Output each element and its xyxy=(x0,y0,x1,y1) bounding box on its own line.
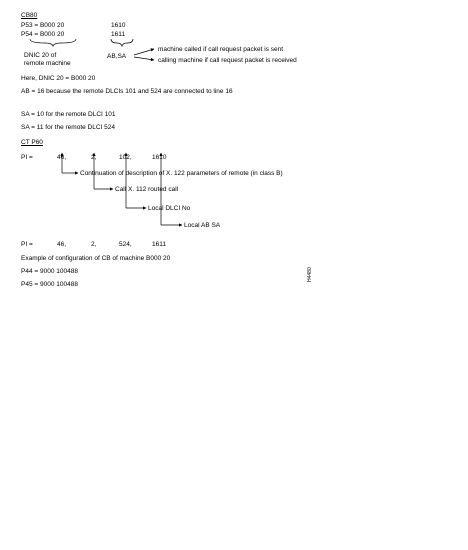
sa10-line: SA = 10 for the remote DLCI 101 xyxy=(21,111,116,118)
pi-value-2: 2, xyxy=(91,154,97,161)
here-line: Here, DNIC 20 = B000 20 xyxy=(21,75,96,82)
dnic-line-1: DNIC 20 of xyxy=(24,52,57,59)
pi2-value-1: 46, xyxy=(57,241,67,248)
p54-value: 1611 xyxy=(111,31,125,38)
cb-heading: CB80 xyxy=(21,12,38,19)
ab-sa-brace xyxy=(111,39,133,46)
pi-value-4: 1610 xyxy=(152,154,167,161)
desc-local-ab-sa: Local AB SA xyxy=(184,222,221,229)
annotation-calling: calling machine if call request packet is received xyxy=(158,57,297,64)
sa11-line: SA = 11 for the remote DLCI 524 xyxy=(21,124,116,131)
pi2-value-3: 524, xyxy=(119,241,132,248)
dnic-brace xyxy=(30,39,76,46)
ct-heading: CT P60 xyxy=(21,139,43,146)
desc-continuation: Continuation of description of X. 122 parameters of remote (in class B) xyxy=(80,170,283,177)
example-line: Example of configuration of CB of machine B000 20 xyxy=(21,255,171,262)
ab-sa-label: AB,SA xyxy=(107,53,127,60)
figure-id: H4480 xyxy=(307,267,313,282)
ab-explanation: AB = 16 because the remote DLCIs 101 and 524 are connected to line 16 xyxy=(21,88,233,95)
pi2-value-4: 1611 xyxy=(152,241,166,248)
p45-line: P45 = 9000 100488 xyxy=(21,281,78,288)
arrow-calling xyxy=(134,57,154,60)
annotation-called: machine called if call request packet is sent xyxy=(158,46,284,53)
p44-line: P44 = 9000 100488 xyxy=(21,268,78,275)
pi-value-1: 46, xyxy=(57,154,67,161)
desc-call-routed: Call X. 112 routed call xyxy=(115,186,179,193)
pi-value-3: 102, xyxy=(119,154,132,161)
p54-label: P54 = B000 20 xyxy=(21,31,65,38)
pi-label: PI = xyxy=(21,154,33,161)
pi2-label: PI = xyxy=(21,241,33,248)
desc-local-dlci: Local DLCI No xyxy=(148,205,191,212)
p53-value: 1610 xyxy=(111,22,126,29)
arrow-called xyxy=(134,49,154,55)
p53-label: P53 = B000 20 xyxy=(21,22,65,29)
dnic-line-2: remote machine xyxy=(24,60,71,67)
pi2-value-2: 2, xyxy=(91,241,97,248)
